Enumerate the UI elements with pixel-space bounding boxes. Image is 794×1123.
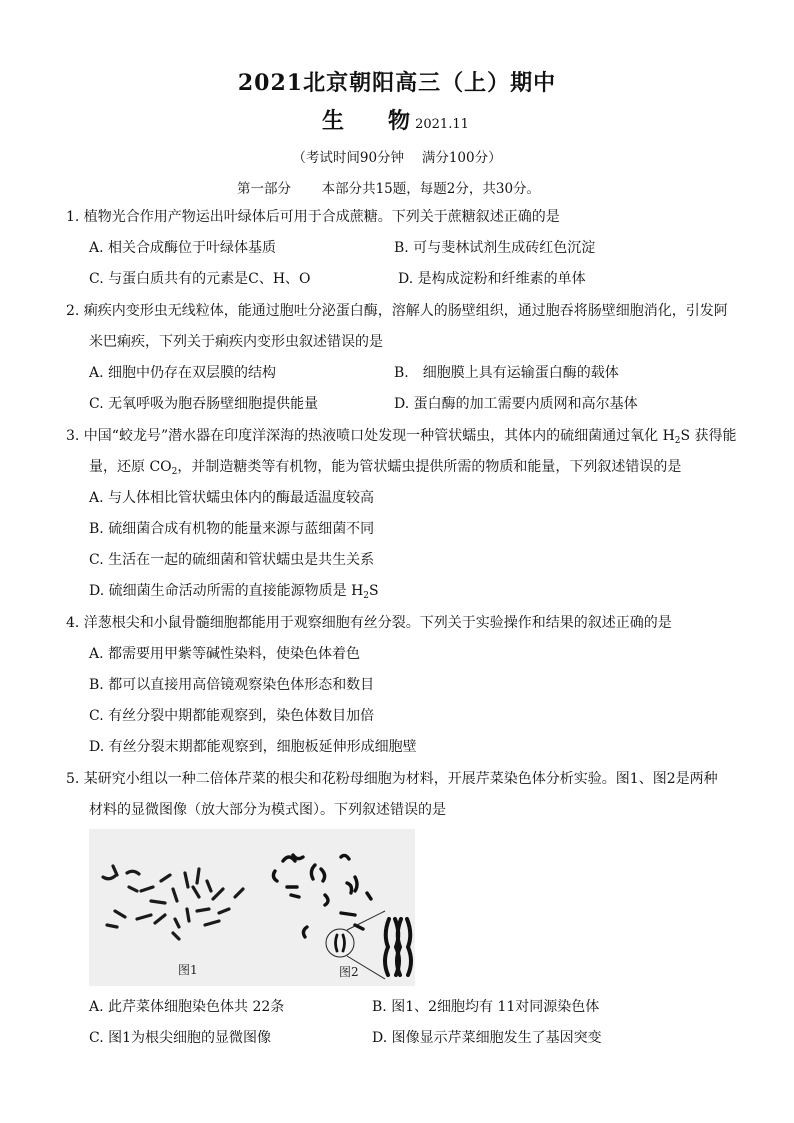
question-4-option-d: D. 有丝分裂末期都能观察到，细胞板延伸形成细胞壁	[89, 739, 417, 755]
question-4-option-c: C. 有丝分裂中期都能观察到，染色体数目加倍	[89, 708, 375, 724]
subject-line	[322, 104, 469, 135]
question-5-option-a: A. 此芹菜体细胞染色体共 22条	[89, 999, 285, 1015]
q3-line1-text-b: S 获得能	[680, 428, 737, 444]
question-2-option-a: A. 细胞中仍存在双层膜的结构	[89, 365, 277, 381]
q3-option-d-text-b: S	[369, 583, 379, 599]
question-5-option-b: B. 图1、2细胞均有 11对同源染色体	[372, 999, 600, 1015]
section-name: 第一部分	[237, 181, 291, 197]
question-3-option-d	[89, 581, 379, 601]
question-5-stem-line-1: 5. 某研究小组以一种二倍体芹菜的根尖和花粉母细胞为材料，开展芹菜染色体分析实验。图1、图2是两种	[66, 771, 718, 787]
q3-option-d-text-a: D. 硫细菌生命活动所需的直接能源物质是 H	[89, 583, 364, 599]
figure-1-label: 图1	[178, 963, 198, 977]
q3-line2-text-b: ，并制造糖类等有机物，能为管状蠕虫提供所需的物质和能量，下列叙述错误的是	[177, 459, 682, 475]
question-2-stem-line-2: 米巴痢疾，下列关于痢疾内变形虫叙述错误的是	[89, 334, 383, 350]
section-heading	[237, 177, 540, 197]
micrograph-svg	[89, 829, 415, 986]
q3-line2-text-a: 量，还原 CO	[89, 459, 172, 475]
question-5-stem-line-2: 材料的显微图像（放大部分为模式图）。下列叙述错误的是	[89, 802, 446, 818]
question-1-option-c: C. 与蛋白质共有的元素是C、H、O	[89, 271, 311, 287]
question-2-option-b: B. 细胞膜上具有运输蛋白酶的载体	[394, 365, 619, 381]
question-1-stem: 1. 植物光合作用产物运出叶绿体后可用于合成蔗糖。下列关于蔗糖叙述正确的是	[66, 209, 560, 225]
question-5-option-d: D. 图像显示芹菜细胞发生了基因突变	[372, 1030, 602, 1046]
question-2-stem-line-1: 2. 痢疾内变形虫无线粒体，能通过胞吐分泌蛋白酶，溶解人的肠壁组织，通过胞吞将肠壁细胞消化，引发阿	[66, 303, 728, 319]
question-1-option-b: B. 可与斐林试剂生成砖红色沉淀	[394, 240, 596, 256]
question-5-option-c: C. 图1为根尖细胞的显微图像	[89, 1030, 272, 1046]
question-2-option-c: C. 无氧呼吸为胞吞肠壁细胞提供能量	[89, 396, 319, 412]
figure-2-label: 图2	[339, 965, 359, 979]
exam-date: 2021.11	[415, 117, 469, 132]
q3-option-d-subscript: 2	[363, 591, 370, 601]
question-1-option-d: D. 是构成淀粉和纤维素的单体	[398, 271, 586, 287]
q3-line1-subscript: 2	[674, 436, 681, 446]
question-3-stem-line-2	[89, 457, 681, 477]
question-4-option-a: A. 都需要用甲紫等碱性染料，使染色体着色	[89, 646, 361, 662]
question-3-option-a: A. 与人体相比管状蠕虫体内的酶最适温度较高	[89, 490, 375, 506]
question-2-option-d: D. 蛋白酶的加工需要内质网和高尔基体	[394, 396, 638, 412]
chromosome-micrograph-figure	[89, 829, 415, 986]
question-3-stem-line-1	[66, 426, 737, 446]
q3-line2-subscript: 2	[171, 467, 178, 477]
exam-info: （考试时间90分钟 满分100分）	[292, 150, 502, 166]
subject-name: 生 物	[322, 108, 411, 134]
exam-title: 2021北京朝阳高三（上）期中	[237, 70, 557, 96]
question-1-option-a: A. 相关合成酶位于叶绿体基质	[89, 240, 277, 256]
question-4-option-b: B. 都可以直接用高倍镜观察染色体形态和数目	[89, 677, 375, 693]
question-4-stem: 4. 洋葱根尖和小鼠骨髓细胞都能用于观察细胞有丝分裂。下列关于实验操作和结果的叙述正确的是	[66, 615, 672, 631]
question-3-option-b: B. 硫细菌合成有机物的能量来源与蓝细菌不同	[89, 521, 375, 537]
section-description: 本部分共15题，每题2分，共30分。	[321, 181, 541, 197]
question-3-option-c: C. 生活在一起的硫细菌和管状蠕虫是共生关系	[89, 552, 375, 568]
q3-line1-text-a: 3. 中国“蛟龙号”潜水器在印度洋深海的热液喷口处发现一种管状蠕虫，其体内的硫细菌通过氧化 H	[66, 428, 675, 444]
